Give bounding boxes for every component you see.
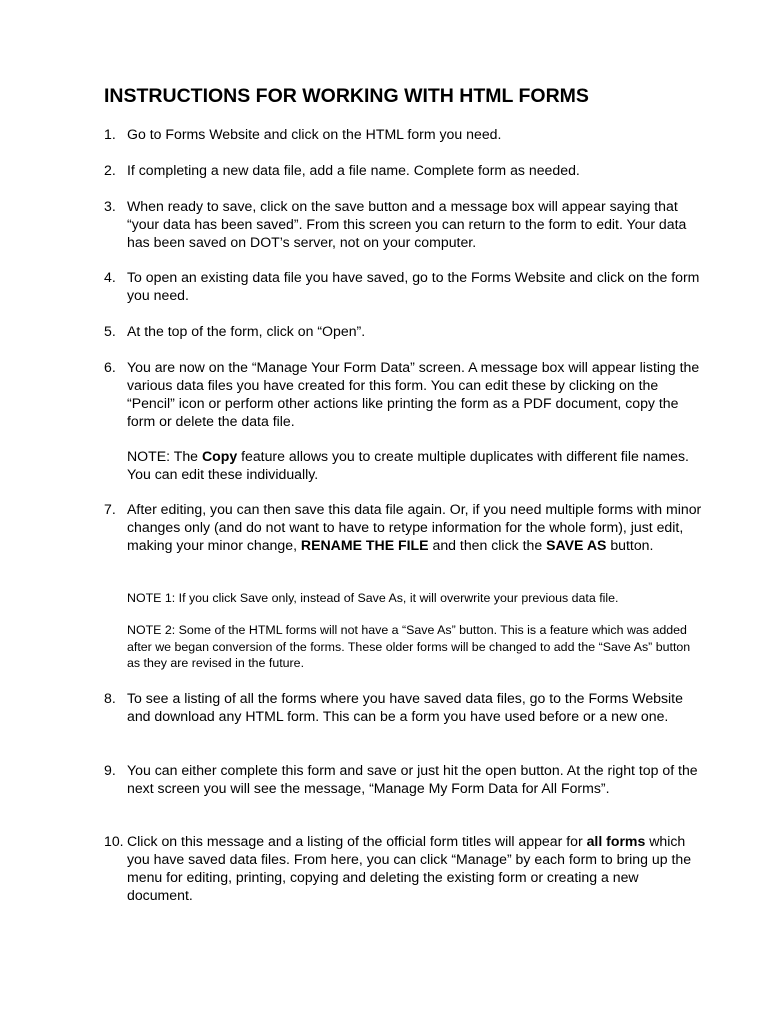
item-number: 10. [104, 833, 124, 849]
item-text-part: which you have saved data files. From here, you can click “Manage” by each form to bring up the menu for editing, printing, copying and deleting the existing form or creating a new document. [127, 833, 692, 903]
item-text: When ready to save, click on the save button and a message box will appear saying that “your data has been saved”. From this screen you can return to the form to edit. Your data has been saved on DOT’s server, not on your computer. [127, 198, 687, 250]
item-text-part: Click on this message and a listing of the official form titles will appear for [127, 833, 587, 849]
note-suffix: feature allows you to create multiple duplicates with different file names. You can edit these individually. [127, 448, 689, 482]
item-number: 5. [104, 323, 116, 339]
instruction-item-4 [104, 268, 704, 304]
item-number: 3. [104, 198, 116, 214]
item-text: If completing a new data file, add a file name. Complete form as needed. [127, 162, 580, 178]
item-number: 8. [104, 690, 116, 706]
instruction-item-1 [104, 125, 704, 143]
note-1-save-only: NOTE 1: If you click Save only, instead of Save As, it will overwrite your previous data file. [127, 591, 619, 605]
item-number: 2. [104, 162, 116, 178]
item-text: To open an existing data file you have saved, go to the Forms Website and click on the form you need. [127, 269, 700, 303]
item-text [127, 832, 704, 904]
item-bold-all-forms: all forms [586, 833, 646, 849]
instruction-item-6 [104, 358, 704, 430]
item-text: Go to Forms Website and click on the HTML form you need. [127, 126, 502, 142]
item-text: You are now on the “Manage Your Form Data” screen. A message box will appear listing the various data files you have created for this form. You can edit these by clicking on the “Pencil” icon or perform other actions like printing the form as a PDF document, copy the form or delete the data file. [127, 359, 700, 429]
item-number: 4. [104, 269, 116, 285]
note-bold-copy: Copy [201, 448, 238, 464]
item-text-part: After editing, you can then save this data file again. Or, if you need multiple forms with minor changes only (and do not want to have to retype information for the whole form), just edit, making your minor change, [127, 501, 702, 553]
item-text [127, 500, 704, 554]
item-number: 1. [104, 126, 116, 142]
instruction-item-3 [104, 197, 704, 251]
item-bold-save-as: SAVE AS [546, 537, 607, 553]
instruction-item-8 [104, 689, 704, 725]
item-text: You can either complete this form and save or just hit the open button. At the right top of the next screen you will see the message, “Manage My Form Data for All Forms”. [127, 762, 698, 796]
item-number: 6. [104, 359, 116, 375]
note-copy-feature [127, 447, 702, 483]
item-text: At the top of the form, click on “Open”. [127, 323, 366, 339]
instruction-item-5 [104, 322, 704, 340]
note-2-save-as: NOTE 2: Some of the HTML forms will not have a “Save As” button. This is a feature which was added after we began conversion of the forms. These older forms will be changed to add the “Save As” button as they are revised in the future. [127, 623, 691, 670]
item-number: 7. [104, 501, 116, 517]
item-text-part: button. [606, 537, 654, 553]
instruction-item-7 [104, 500, 704, 554]
instruction-item-2 [104, 161, 704, 179]
note-prefix: NOTE: The [127, 448, 202, 464]
item-text-part: and then click the [428, 537, 547, 553]
item-number: 9. [104, 762, 116, 778]
item-text: To see a listing of all the forms where you have saved data files, go to the Forms Website and download any HTML form. This can be a form you have used before or a new one. [127, 690, 683, 724]
item-bold-rename: RENAME THE FILE [300, 537, 429, 553]
page-title: INSTRUCTIONS FOR WORKING WITH HTML FORMS [104, 85, 589, 107]
instruction-item-9 [104, 761, 704, 797]
instruction-item-10 [104, 832, 704, 904]
